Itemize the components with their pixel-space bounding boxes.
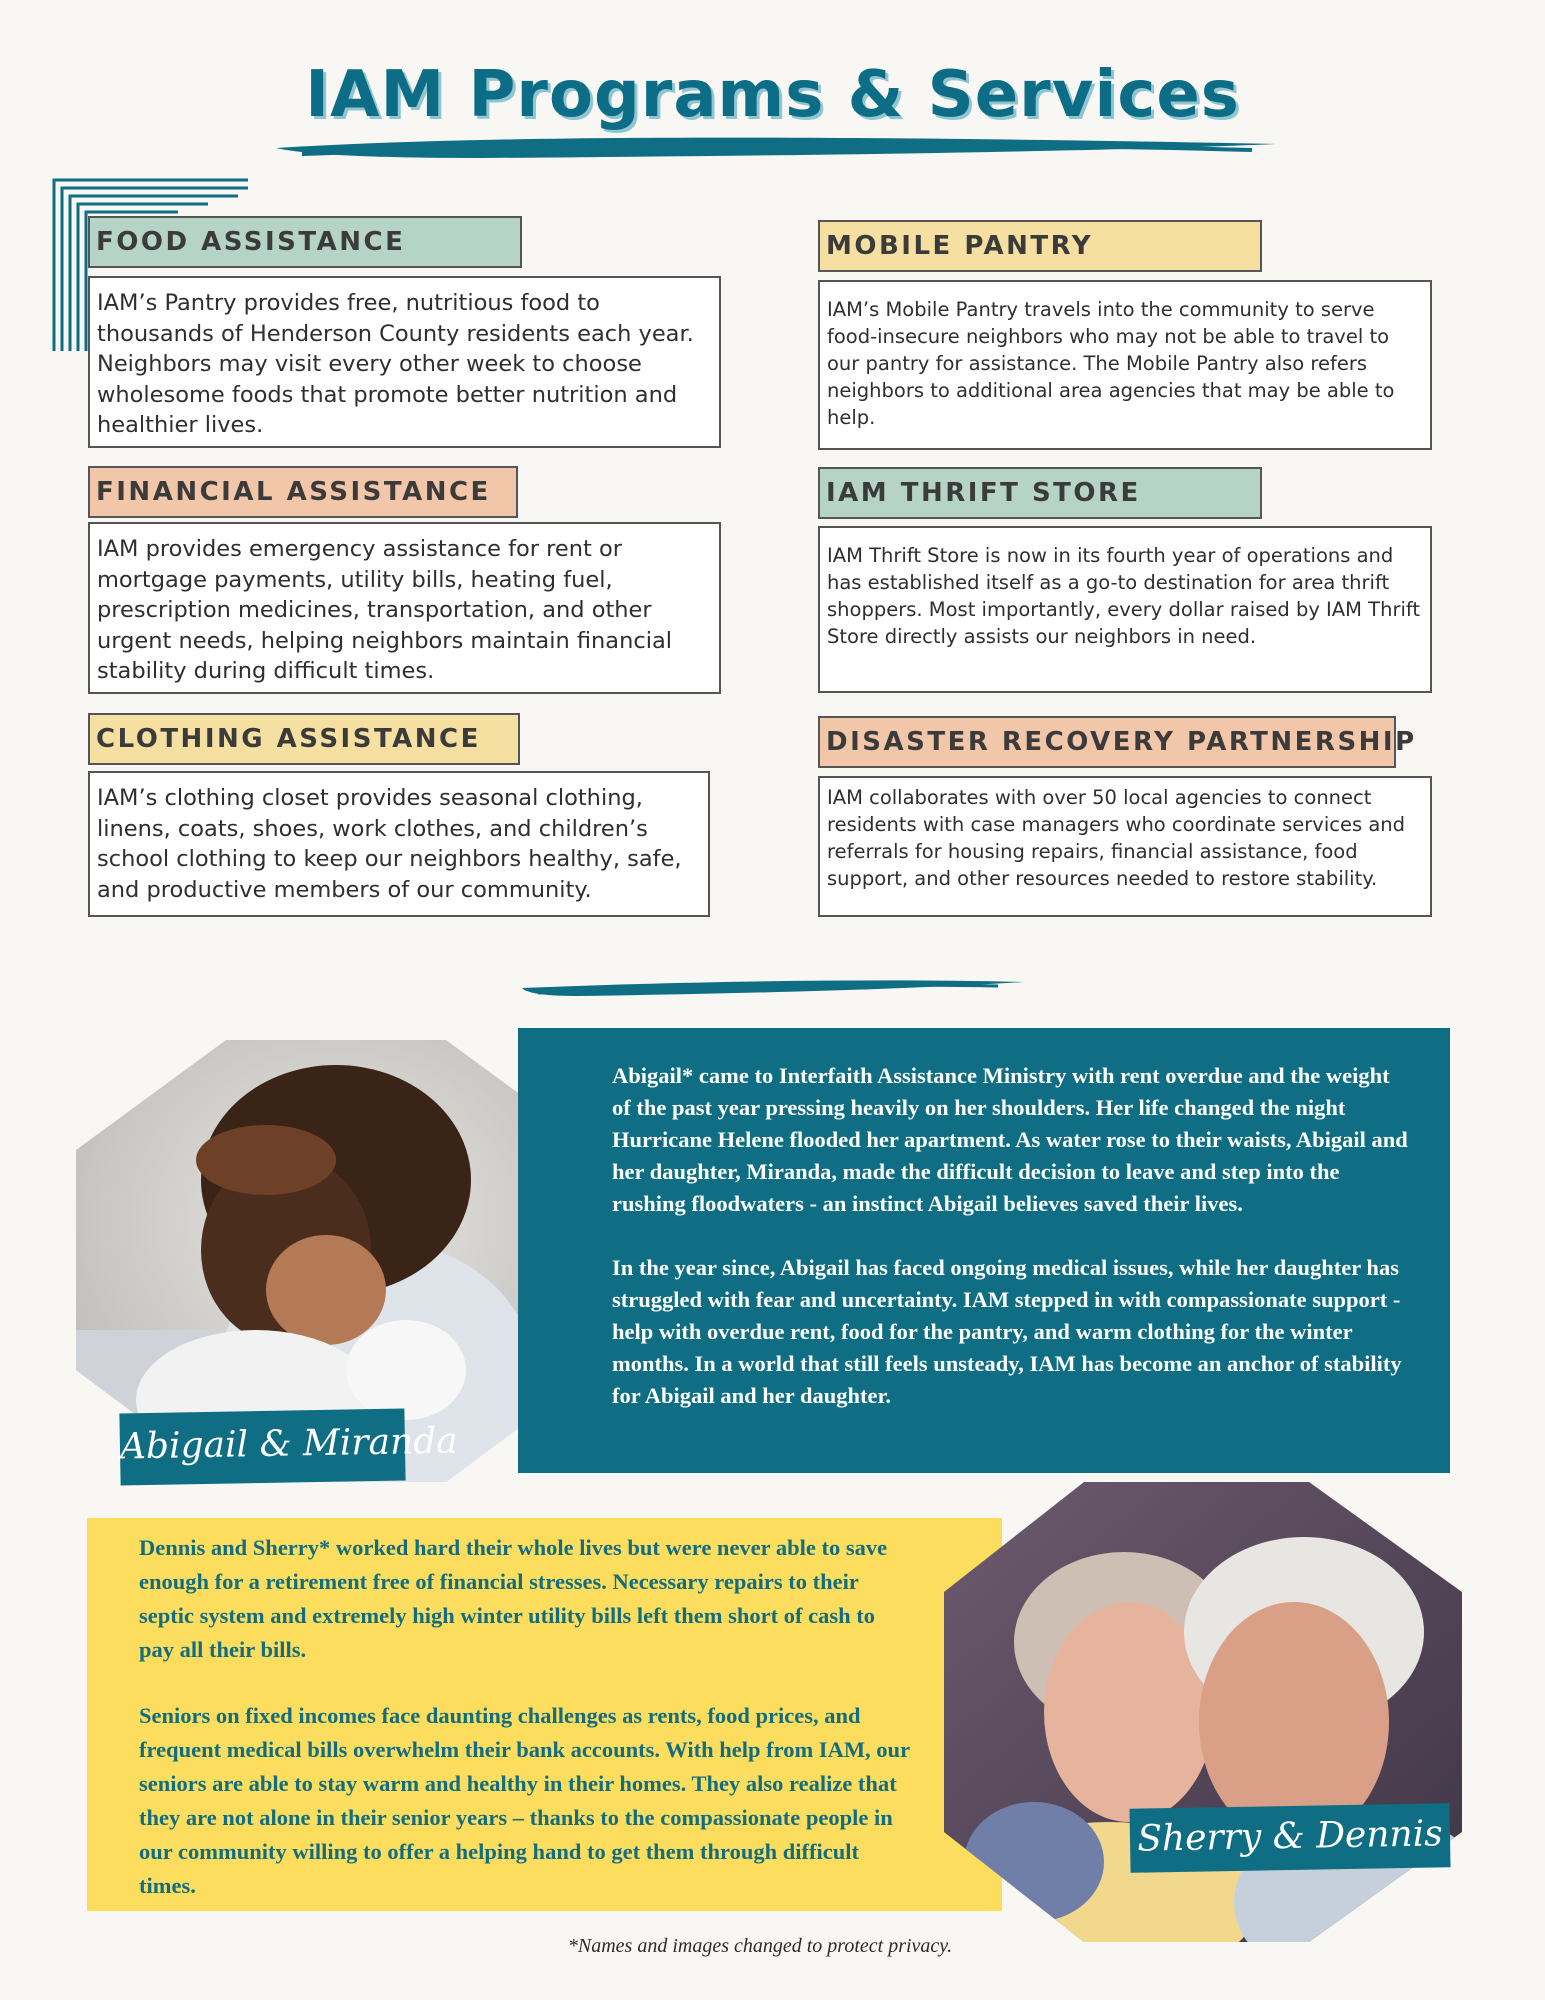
privacy-footnote: *Names and images changed to protect privacy. — [567, 1935, 953, 1957]
mobile-pantry-heading: MOBILE PANTRY — [818, 220, 1262, 272]
sherry-dennis-caption: Sherry & Dennis — [1129, 1803, 1450, 1873]
page-title: IAM Programs & Services — [305, 58, 1240, 132]
clothing-assistance-heading: CLOTHING ASSISTANCE — [88, 713, 520, 765]
financial-assistance-body: IAM provides emergency assistance for rent or mortgage payments, utility bills, heating fuel, prescription medicines, transportation, and other urgent needs, helping neighbors maintain financial stability during difficult times. — [88, 522, 721, 694]
sherry-dennis-photo — [944, 1482, 1464, 1944]
dennis-story-panel — [87, 1518, 1002, 1911]
disaster-recovery-heading: DISASTER RECOVERY PARTNERSHIP — [818, 716, 1396, 768]
disaster-recovery-body: IAM collaborates with over 50 local agencies to connect residents with case managers who coordinate services and referrals for housing repairs, financial assistance, food support, and other resources needed to restore stability. — [818, 776, 1432, 917]
abigail-story-paragraph-2: In the year since, Abigail has faced ongoing medical issues, while her daughter has struggled with fear and uncertainty. IAM stepped in with compassionate support - help with overdue rent, food for the pantry, and warm clothing for the winter months. In a world that still feels unsteady, IAM has become an anchor of stability for Abigail and her daughter. — [612, 1255, 1402, 1408]
abigail-story-paragraph-1: Abigail* came to Interfaith Assistance Ministry with rent overdue and the weight of the past year pressing heavily on her shoulders. Her life changed the night Hurricane Helene flooded her apartment. As water rose to their waists, Abigail and her daughter, Miranda, made the difficult decision to leave and step into the rushing floodwaters - an instinct Abigail believes saved their lives. — [612, 1063, 1408, 1216]
mobile-pantry-body: IAM’s Mobile Pantry travels into the community to serve food-insecure neighbors who may not be able to travel to our pantry for assistance. The Mobile Pantry also refers neighbors to additional area agencies that may be able to help. — [818, 280, 1432, 450]
title-brush-underline — [272, 130, 1282, 164]
clothing-assistance-body: IAM’s clothing closet provides seasonal clothing, linens, coats, shoes, work clothes, and children’s school clothing to keep our neighbors healthy, safe, and productive members of our community. — [88, 771, 710, 917]
food-assistance-heading: FOOD ASSISTANCE — [88, 216, 522, 268]
dennis-story-paragraph-1: Dennis and Sherry* worked hard their whole lives but were never able to save enough for a retirement free of financial stresses. Necessary repairs to their septic system and extremely high winter utility bills left them short of cash to pay all their bills. — [139, 1535, 888, 1662]
financial-assistance-heading: FINANCIAL ASSISTANCE — [88, 466, 518, 518]
abigail-story-panel — [518, 1028, 1450, 1473]
abigail-miranda-caption: Abigail & Miranda — [119, 1409, 405, 1486]
thrift-store-heading: IAM THRIFT STORE — [818, 467, 1262, 519]
food-assistance-body: IAM’s Pantry provides free, nutritious food to thousands of Henderson County residents each year. Neighbors may visit every other week to choose wholesome foods that promote better nutrition and healthier lives. — [88, 276, 721, 448]
thrift-store-body: IAM Thrift Store is now in its fourth year of operations and has established itself as a go-to destination for area thrift shoppers. Most importantly, every dollar raised by IAM Thrift Store directly assists our neighbors in need. — [818, 526, 1432, 693]
divider-brush-stroke — [518, 976, 1028, 1002]
dennis-story-paragraph-2: Seniors on fixed incomes face daunting challenges as rents, food prices, and frequent medical bills overwhelm their bank accounts. With help from IAM, our seniors are able to stay warm and healthy in their homes. They also realize that they are not alone in their senior years – thanks to the compassionate people in our community willing to offer a helping hand to get them through difficult times. — [139, 1703, 910, 1898]
